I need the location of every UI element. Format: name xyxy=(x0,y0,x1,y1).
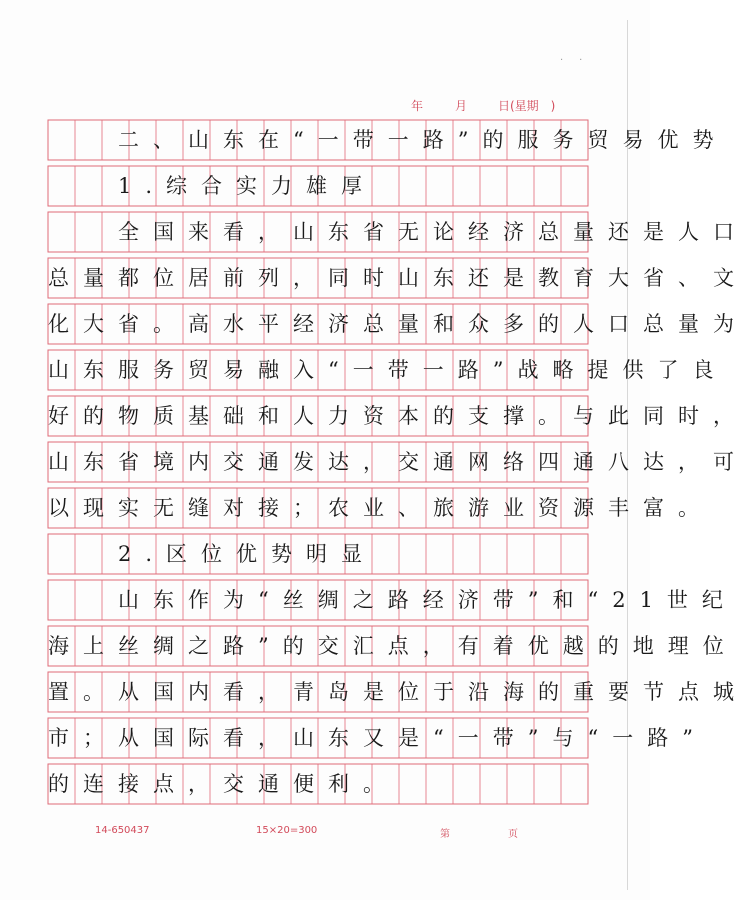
form-code: 14-650437 xyxy=(95,825,150,836)
header-month: 月 xyxy=(455,99,468,113)
text-line: 置。从国内看，青岛是位于沿海的重要节点城 xyxy=(48,680,748,704)
text-line: 二、山东在“一带一路”的服务贸易优势 xyxy=(48,128,728,152)
sheet-footer xyxy=(0,825,650,841)
text-line: 总量都位居前列，同时山东还是教育大省、文 xyxy=(48,266,748,290)
text-line: 海上丝绸之路”的交汇点，有着优越的地理位 xyxy=(48,634,738,658)
scan-specks: · · xyxy=(560,55,583,66)
header-day-weekday: 日(星期 ) xyxy=(498,99,556,113)
text-line: 山东作为“丝绸之路经济带”和“21世纪 xyxy=(48,588,737,612)
text-line: 好的物质基础和人力资本的支撑。与此同时， xyxy=(48,404,748,428)
text-line: 山东服务贸易融入“一带一路”战略提供了良 xyxy=(48,358,728,382)
text-line: 山东省境内交通发达，交通网络四通八达，可 xyxy=(48,450,748,474)
grid-spec: 15×20=300 xyxy=(256,825,318,836)
page-label-di: 第 xyxy=(440,829,450,840)
text-line: 化大省。高水平经济总量和众多的人口总量为 xyxy=(48,312,748,336)
text-line: 全国来看，山东省无论经济总量还是人口 xyxy=(48,220,748,244)
page-label-ye: 页 xyxy=(508,829,518,840)
text-line: 的连接点，交通便利。 xyxy=(48,772,398,796)
text-line: 市；从国际看，山东又是“一带”与“一路” xyxy=(48,726,707,750)
text-line: 2.区位优势明显 xyxy=(48,542,377,566)
text-line: 以现实无缝对接；农业、旅游业资源丰富。 xyxy=(48,496,713,520)
header-year: 年 xyxy=(411,99,424,113)
text-line: 1.综合实力雄厚 xyxy=(48,174,377,198)
